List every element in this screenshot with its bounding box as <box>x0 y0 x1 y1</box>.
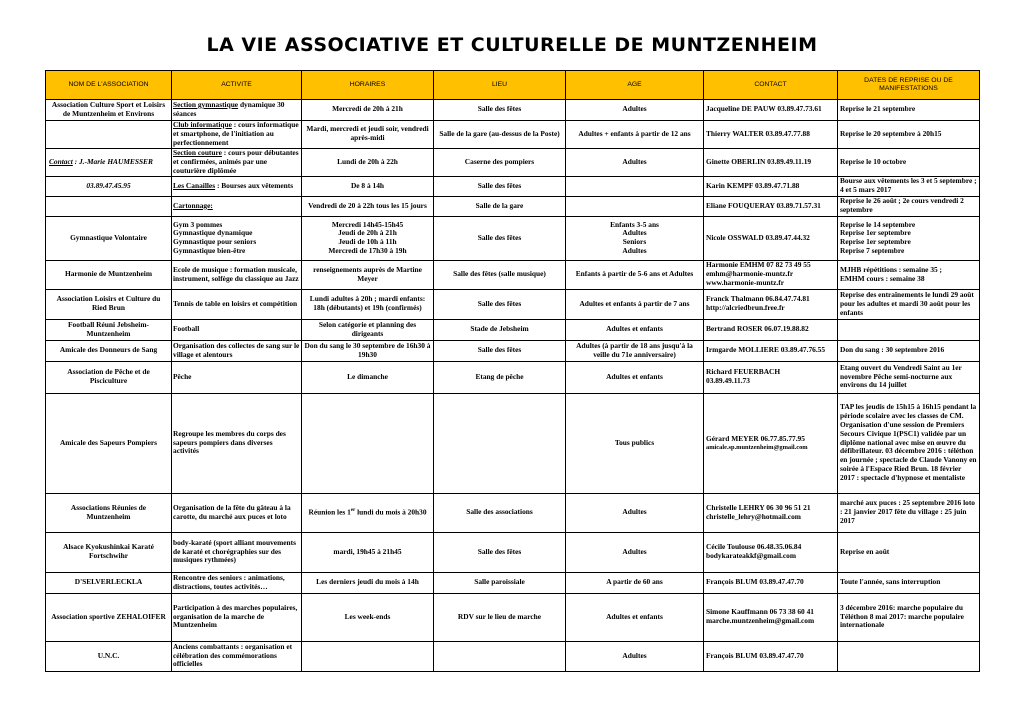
lieu-cell: Salle des fêtes <box>434 216 566 260</box>
header-lieu: LIEU <box>434 71 566 100</box>
activity-title: Section gymnastique <box>173 100 239 109</box>
activity-cell: Pêche <box>172 361 302 393</box>
horaires-cell: mardi, 19h45 à 21h45 <box>302 532 434 572</box>
lieu-cell: RDV sur le lieu de marche <box>434 593 566 641</box>
associations-table <box>45 70 980 672</box>
horaires-line: Jeudi de 10h à 11h <box>338 237 397 247</box>
dates-cell: marché aux puces : 25 septembre 2016 loto : 21 janvier 2017 fête du village : 25 juin 2017 <box>838 493 980 532</box>
horaires-text: Réunion les 1 <box>308 507 351 517</box>
age-line: Adultes <box>622 246 647 256</box>
assoc-name: D'SELVERLECKLA <box>46 572 172 593</box>
lieu-cell: Salle de la gare (au-dessus de la Poste) <box>434 120 566 148</box>
horaires-cell: Les derniers jeudi du mois à 14h <box>302 572 434 593</box>
activity-cell: Tennis de table en loisirs et compétition <box>172 289 302 319</box>
lieu-cell: Salle paroissiale <box>434 572 566 593</box>
contact-cell: Eliane FOUQUERAY 03.89.71.57.31 <box>704 196 838 216</box>
assoc-name: U.N.C. <box>46 641 172 671</box>
contact-line: 03.89.49.11.73 <box>706 376 750 385</box>
dates-cell: 3 décembre 2016: marche populaire du Téléthon 8 mai 2017: marche populaire internationale <box>838 593 980 641</box>
age-line: Enfants 3-5 ans <box>610 219 659 229</box>
activity-cell: body-karaté (sport alliant mouvements de karaté et chorégraphies sur des musiques rythmées) <box>172 532 302 572</box>
lieu-cell: Stade de Jebsheim <box>434 319 566 340</box>
activity-text: : cours informatique et smartphone, de l'initiation au perfectionnement <box>173 120 299 147</box>
contact-line: Gérard MEYER 06.77.85.77.95 <box>706 433 805 443</box>
horaires-cell <box>302 641 434 671</box>
contact-cell <box>704 260 838 289</box>
lieu-cell: Salle des fêtes <box>434 176 566 196</box>
contact-cell: Thierry WALTER 03.89.47.77.88 <box>704 120 838 148</box>
dates-cell: TAP les jeudis de 15h15 à 16h15 pendant la période scolaire avec les classes de CM. Organisation d'une session de Premiers Secours Civique 1(PSC1) validée par un diplôme national avec mise en œuvre du défibrillateur. 03 décembre 2016 : téléthon en journée ; spectacle de Claude Vanony en soirée à l'Espace Ried Brun. 18 février 2017 : spectacle d'hypnose et mentaliste <box>838 393 980 493</box>
assoc-name: Gymnastique Volontaire <box>46 216 172 260</box>
table-row <box>46 641 980 671</box>
lieu-cell: Etang de pêche <box>434 361 566 393</box>
contact-name: : J.-Marie HAUMESSER <box>72 156 153 166</box>
assoc-culture-phone-cell <box>46 176 172 196</box>
dates-cell <box>838 216 980 260</box>
horaires-cell: Vendredi de 20 à 22h tous les 15 jours <box>302 196 434 216</box>
dates-line: EMHM cours : semaine 38 <box>840 273 925 283</box>
contact-line: Richard FEUERBACH <box>706 367 781 377</box>
activity-cell <box>172 148 302 176</box>
table-row <box>46 216 980 260</box>
lieu-cell <box>434 393 566 493</box>
age-line: Seniors <box>622 237 647 247</box>
activity-line: Gym 3 pommes <box>173 219 223 229</box>
contact-phone: 03.89.47.45.95 <box>86 180 131 190</box>
horaires-cell: Le dimanche <box>302 361 434 393</box>
contact-cell: Jacqueline DE PAUW 03.89.47.73.61 <box>704 100 838 121</box>
activity-text: : cours pour débutantes et confirmées, animés par une couturière diplômée <box>173 148 299 175</box>
horaires-cell: Mercredi de 20h à 21h <box>302 100 434 121</box>
horaires-cell: Selon catégorie et planning des dirigeants <box>302 319 434 340</box>
contact-email[interactable]: emhm@harmonie-muntz.fr <box>706 269 794 279</box>
horaires-line: Mercredi 14h45-15h45 <box>331 219 404 229</box>
contact-line: Simone Kauffmann 06 73 38 60 41 <box>706 607 814 617</box>
dates-cell: Reprise en août <box>838 532 980 572</box>
table-row <box>46 176 980 196</box>
age-cell: Adultes <box>566 641 704 671</box>
dates-line: Reprise le 14 septembre <box>840 219 916 229</box>
assoc-name: Harmonie de Muntzenheim <box>46 260 172 289</box>
activity-cell <box>172 176 302 196</box>
contact-cell: Ginette OBERLIN 03.89.49.11.19 <box>704 148 838 176</box>
table-row <box>46 361 980 393</box>
horaires-cell: Mardi, mercredi et jeudi soir, vendredi après-midi <box>302 120 434 148</box>
activity-cell: Football <box>172 319 302 340</box>
horaires-cell: De 8 à 14h <box>302 176 434 196</box>
table-header-row <box>46 71 980 100</box>
assoc-name: Amicale des Donneurs de Sang <box>46 340 172 361</box>
dates-cell: Reprise le 21 septembre <box>838 100 980 121</box>
activity-cell: Organisation des collectes de sang sur le village et alentours <box>172 340 302 361</box>
activity-line: Gymnastique dynamique <box>173 228 253 238</box>
table-row <box>46 148 980 176</box>
age-cell: Adultes <box>566 532 704 572</box>
dates-cell: Reprise des entraînements le lundi 29 août pour les adultes et mardi 30 août pour les enfants <box>838 289 980 319</box>
dates-cell: Don du sang : 30 septembre 2016 <box>838 340 980 361</box>
horaires-line: Mercredi de 17h30 à 19h <box>328 246 407 256</box>
contact-cell: François BLUM 03.89.47.47.70 <box>704 641 838 671</box>
contact-cell: François BLUM 03.89.47.47.70 <box>704 572 838 593</box>
contact-cell: Nicole OSSWALD 03.89.47.44.32 <box>704 216 838 260</box>
activity-cell: Participation à des marches populaires, organisation de la marche de Muntzenheim <box>172 593 302 641</box>
assoc-name: Football Réuni Jebsheim-Muntzenheim <box>46 319 172 340</box>
activity-title: Cartonnage: <box>173 200 213 210</box>
table-row <box>46 100 980 121</box>
contact-email[interactable]: marche.muntzenheim@gmail.com <box>706 616 815 625</box>
activity-cell: Rencontre des seniors : animations, distractions, toutes activités… <box>172 572 302 593</box>
contact-email[interactable]: amicale.sp.muntzenheim@gmail.com <box>706 443 808 451</box>
assoc-name: Amicale des Sapeurs Pompiers <box>46 393 172 493</box>
lieu-cell: Caserne des pompiers <box>434 148 566 176</box>
lieu-cell: Salle des fêtes <box>434 340 566 361</box>
table-row <box>46 289 980 319</box>
table-row <box>46 196 980 216</box>
contact-website[interactable]: http://alcriedbrun.free.fr <box>706 303 785 313</box>
activity-title: Les Canailles <box>173 180 216 190</box>
horaires-line: Jeudi de 20h à 21h <box>338 228 397 238</box>
horaires-cell <box>302 493 434 532</box>
horaires-text-end: lundi du mois à 20h30 <box>355 507 427 517</box>
horaires-cell <box>302 216 434 260</box>
contact-line: Cécile Toulouse 06.48.35.06.84 <box>706 542 802 552</box>
age-cell: A partir de 60 ans <box>566 572 704 593</box>
contact-line: Franck Thalmann 06.84.47.74.81 <box>706 294 810 304</box>
age-cell <box>566 196 704 216</box>
assoc-culture-spacer <box>46 120 172 148</box>
lieu-cell: Salle des associations <box>434 493 566 532</box>
dates-cell: Reprise le 26 août ; 2e cours vendredi 2 septembre <box>838 196 980 216</box>
age-cell: Adultes et enfants <box>566 593 704 641</box>
contact-cell <box>704 532 838 572</box>
age-cell: Adultes <box>566 148 704 176</box>
activity-title: Club informatique <box>173 120 232 129</box>
assoc-name: Association Loisirs et Culture du Ried Brun <box>46 289 172 319</box>
contact-cell: Irmgarde MOLLIERE 03.89.47.76.55 <box>704 340 838 361</box>
age-cell <box>566 176 704 196</box>
activity-cell: Anciens combattants : organisation et célébration des commémorations officielles <box>172 641 302 671</box>
header-dates: DATES DE REPRISE OU DE MANIFESTATIONS <box>838 71 980 100</box>
activity-text: : Bourses aux vêtements <box>215 180 294 190</box>
assoc-name: Associations Réunies de Muntzenheim <box>46 493 172 532</box>
table-row <box>46 319 980 340</box>
dates-cell <box>838 641 980 671</box>
horaires-cell: Lundi adultes à 20h ; mardi enfants: 18h (débutants) et 19h (confirmés) <box>302 289 434 319</box>
header-horaires: HORAIRES <box>302 71 434 100</box>
contact-cell: Karin KEMPF 03.89.47.71.88 <box>704 176 838 196</box>
assoc-culture-contact-cell <box>46 148 172 176</box>
age-cell: Adultes et enfants à partir de 7 ans <box>566 289 704 319</box>
contact-cell <box>704 593 838 641</box>
activity-line: Gymnastique pour seniors <box>173 237 257 247</box>
activity-cell <box>172 196 302 216</box>
assoc-name: Association sportive ZEHALOIFER <box>46 593 172 641</box>
dates-cell <box>838 260 980 289</box>
table-row <box>46 572 980 593</box>
contact-email[interactable]: christelle_lehry@hotmail.com <box>706 511 801 521</box>
age-cell: Adultes et enfants <box>566 319 704 340</box>
assoc-culture-name: Association Culture Sport et Loisirs de Muntzenheim et Environs <box>51 100 166 118</box>
contact-line: Harmonie EMHM 07 82 73 49 55 <box>706 260 811 270</box>
contact-cell <box>704 289 838 319</box>
age-cell: Adultes (à partir de 18 ans jusqu'à la veille du 71e anniversaire) <box>566 340 704 361</box>
assoc-culture-name-cell <box>46 100 172 121</box>
age-cell: Enfants à partir de 5-6 ans et Adultes <box>566 260 704 289</box>
age-cell <box>566 216 704 260</box>
contact-cell: Bertrand ROSER 06.07.19.88.82 <box>704 319 838 340</box>
age-cell: Adultes + enfants à partir de 12 ans <box>566 120 704 148</box>
contact-website[interactable]: www.harmonie-muntz.fr <box>706 278 785 288</box>
contact-cell <box>704 493 838 532</box>
header-age: AGE <box>566 71 704 100</box>
table-row <box>46 340 980 361</box>
contact-label: Contact <box>49 156 73 166</box>
assoc-name: Association de Pêche et de Pisciculture <box>46 361 172 393</box>
table-row <box>46 593 980 641</box>
horaires-cell: Lundi de 20h à 22h <box>302 148 434 176</box>
dates-cell: Reprise le 10 octobre <box>838 148 980 176</box>
header-activite: ACTIVITE <box>172 71 302 100</box>
lieu-cell: Salle des fêtes <box>434 100 566 121</box>
age-cell: Tous publics <box>566 393 704 493</box>
horaires-sup: er <box>350 507 356 513</box>
dates-line: MJHB répétitions : semaine 35 ; <box>840 264 943 274</box>
activity-text: dynamique 30 séances <box>173 100 285 118</box>
header-nom: NOM DE L'ASSOCIATION <box>46 71 172 100</box>
age-line: Adultes <box>622 228 647 238</box>
table-row <box>46 120 980 148</box>
contact-line: Christelle LEHRY 06 30 96 51 21 <box>706 502 811 512</box>
dates-cell: Toute l'année, sans interruption <box>838 572 980 593</box>
lieu-cell <box>434 641 566 671</box>
dates-cell: Etang ouvert du Vendredi Saint au 1er novembre Pêche semi-nocturne aux environs du 14 juillet <box>838 361 980 393</box>
header-contact: CONTACT <box>704 71 838 100</box>
activity-cell: Regroupe les membres du corps des sapeurs pompiers dans diverses activités <box>172 393 302 493</box>
dates-cell: Bourse aux vêtements les 3 et 5 septembre ; 4 et 5 mars 2017 <box>838 176 980 196</box>
table-row <box>46 393 980 493</box>
activity-title: Section couture <box>173 148 222 157</box>
dates-line: Reprise 1er septembre <box>840 237 911 247</box>
assoc-name: Alsace Kyokushinkai Karaté Fortschwihr <box>46 532 172 572</box>
page-title: LA VIE ASSOCIATIVE ET CULTURELLE DE MUNTZENHEIM <box>206 34 818 56</box>
horaires-cell: Les week-ends <box>302 593 434 641</box>
dates-line: Reprise 1er septembre <box>840 228 911 238</box>
lieu-cell: Salle des fêtes <box>434 532 566 572</box>
horaires-cell: renseignements auprès de Martine Meyer <box>302 260 434 289</box>
dates-cell: Reprise le 20 septembre à 20h15 <box>838 120 980 148</box>
table-row <box>46 260 980 289</box>
table-row <box>46 532 980 572</box>
activity-line: Gymnastique bien-être <box>173 246 246 256</box>
lieu-cell: Salle des fêtes (salle musique) <box>434 260 566 289</box>
contact-cell <box>704 393 838 493</box>
age-cell: Adultes <box>566 493 704 532</box>
dates-cell <box>838 319 980 340</box>
horaires-cell <box>302 393 434 493</box>
activity-cell <box>172 120 302 148</box>
activity-cell: Organisation de la fête du gâteau à la carotte, du marché aux puces et loto <box>172 493 302 532</box>
assoc-culture-spacer <box>46 196 172 216</box>
age-cell: Adultes <box>566 100 704 121</box>
contact-email[interactable]: bodykarateakkf@gmail.com <box>706 551 797 560</box>
activity-cell <box>172 100 302 121</box>
lieu-cell: Salle de la gare <box>434 196 566 216</box>
horaires-cell: Don du sang le 30 septembre de 16h30 à 19h30 <box>302 340 434 361</box>
dates-line: Reprise 7 septembre <box>840 246 905 256</box>
contact-cell <box>704 361 838 393</box>
age-cell: Adultes et enfants <box>566 361 704 393</box>
table-row <box>46 493 980 532</box>
lieu-cell: Salle des fêtes <box>434 289 566 319</box>
activity-cell <box>172 216 302 260</box>
activity-cell: Ecole de musique : formation musicale, instrument, solfège du classique au Jazz <box>172 260 302 289</box>
